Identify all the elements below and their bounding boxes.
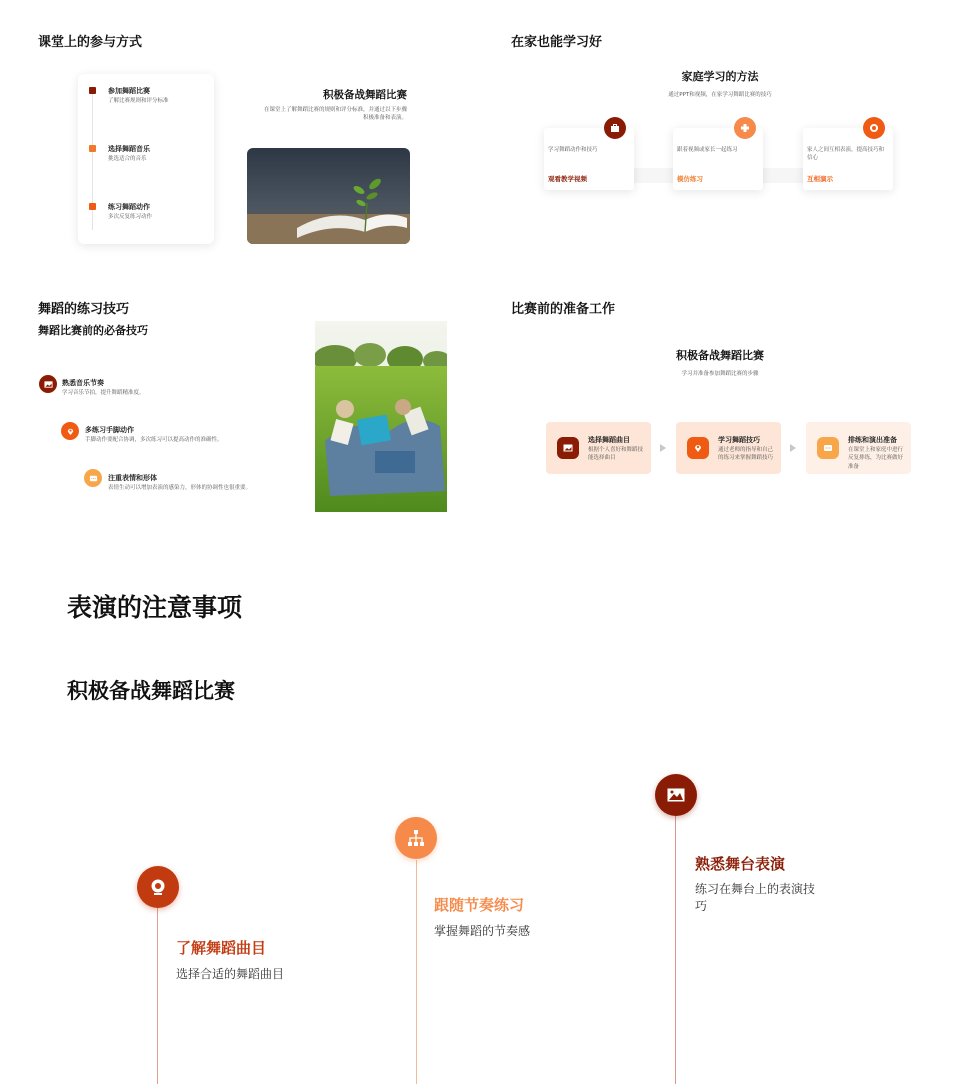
prep-step-title: 学习舞蹈技巧 [718,436,760,444]
step-title: 参加舞蹈比赛 [108,87,150,95]
point-line [157,890,158,1084]
target-icon [863,117,885,139]
image-icon [557,437,579,459]
prep-step-card [676,422,781,474]
point-title: 熟悉舞台表演 [695,855,786,873]
q3-subtitle: 舞蹈比赛前的必备技巧 [38,324,148,337]
prep-step-title: 排练和演出准备 [848,436,897,444]
org-chart-icon [395,817,437,859]
point-desc: 掌握舞蹈的节奏感 [434,924,531,938]
tip-title: 熟悉音乐节奏 [62,379,104,387]
kids-reading-photo [315,321,447,512]
prep-step-card [806,422,911,474]
chat-icon [84,469,102,487]
step-desc: 多次反复练习动作 [108,214,153,220]
tip-desc: 手脚动作要配合协调，多次练习可以提高动作的准确性。 [85,437,223,443]
briefcase-icon [604,117,626,139]
point-line [675,815,676,1084]
step-marker [89,87,96,94]
tip-desc: 表情生动可以增加表演的感染力，形体的协调性也很重要。 [108,485,252,491]
tip-title: 多练习手脚动作 [85,426,134,434]
point-desc: 选择合适的舞蹈曲目 [176,967,285,981]
step-marker [89,145,96,152]
chat-icon [817,437,839,459]
q1-title: 课堂上的参与方式 [38,35,143,50]
point-title: 跟随节奏练习 [434,896,525,914]
location-pin-icon [61,422,79,440]
q4-title: 比赛前的准备工作 [511,302,616,317]
tip-title: 注重表情和形体 [108,474,157,482]
prep-step-desc: 在课堂上和家庭中进行反复排练，为比赛做好准备 [848,447,904,470]
step-title: 练习舞蹈动作 [108,203,150,211]
point-title: 了解舞蹈曲目 [176,939,267,957]
point-line [416,860,417,1084]
q4-sub: 学习并准备参加舞蹈比赛的步骤 [681,371,759,377]
q1-steps-card [78,74,214,244]
bottom-subtitle: 积极备战舞蹈比赛 [67,679,235,703]
prep-step-card [546,422,651,474]
step-title: 选择舞蹈音乐 [108,145,150,153]
prep-step-desc: 通过老师的指导和自己的练习来掌握舞蹈技巧 [718,447,774,462]
method-label: 观看教学视频 [548,175,587,183]
method-desc: 学习舞蹈动作和技巧 [548,147,598,153]
point-desc: 练习在舞台上的表演技巧 [695,882,816,914]
prep-step-desc: 根据个人喜好和舞蹈技能选择曲目 [588,447,644,462]
q2-title: 在家也能学习好 [511,35,603,50]
plus-icon [734,117,756,139]
location-pin-icon [687,437,709,459]
q4-heading: 积极备战舞蹈比赛 [676,349,764,362]
q3-title: 舞蹈的练习技巧 [38,302,130,317]
book-sprout-photo [247,148,410,244]
webcam-icon [137,866,179,908]
prep-step-title: 选择舞蹈曲目 [588,436,630,444]
arrow-right-icon [790,444,796,452]
method-label: 互相演示 [807,175,833,183]
q1-desc-line1: 在课堂上了解舞蹈比赛的规则和评分标准，并通过以下步骤 [263,107,407,113]
method-label: 模仿练习 [677,175,703,183]
step-desc: 了解比赛规则和评分标准 [108,98,169,104]
bottom-title: 表演的注意事项 [67,593,243,622]
q1-desc-line2: 积极准备和表演。 [362,115,407,121]
image-icon [39,375,57,393]
image-icon [655,774,697,816]
tip-desc: 学习音乐节拍，提升舞蹈精准度。 [62,390,145,396]
step-marker [89,203,96,210]
method-desc: 跟着视频或家长一起练习 [677,147,738,153]
method-desc: 家人之间互相表演，提高技巧和信心 [807,147,885,162]
q2-heading: 家庭学习的方法 [681,70,759,83]
q2-sub: 通过PPT和视频，在家学习舞蹈比赛的技巧 [668,92,772,98]
q1-heading: 积极备战舞蹈比赛 [323,89,407,101]
step-desc: 挑选适合的音乐 [108,156,147,162]
arrow-right-icon [660,444,666,452]
